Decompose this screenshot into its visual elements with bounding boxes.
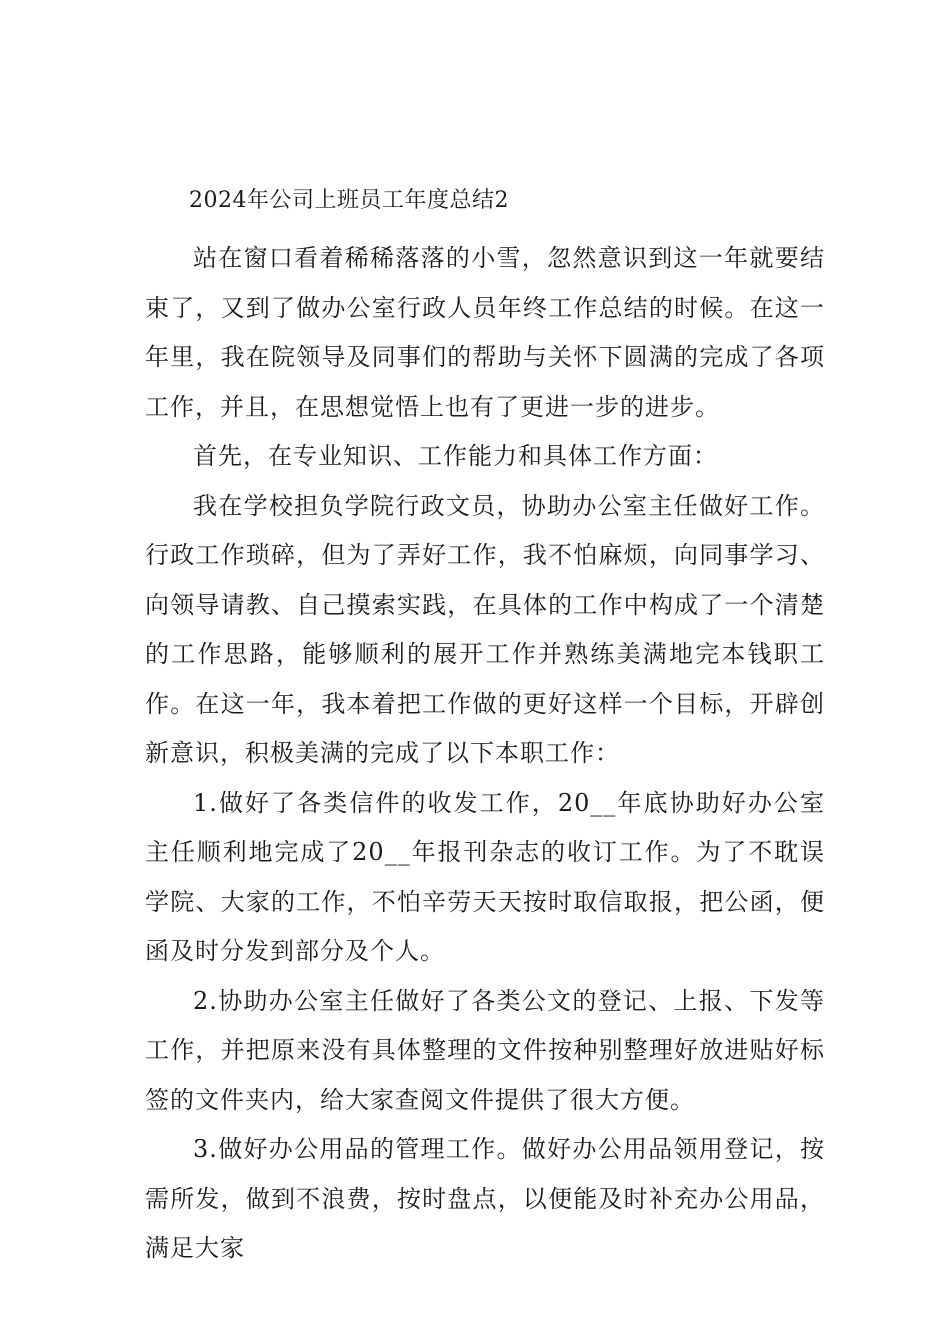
document-title: 2024年公司上班员工年度总结2: [189, 188, 509, 213]
document-body: [145, 183, 825, 1274]
paragraph-role-description: 我在学校担负学院行政文员，协助办公室主任做好工作。行政工作琐碎，但为了弄好工作，我不怕麻烦，向同事学习、向领导请教、自己摸索实践，在具体的工作中构成了一个清楚的工作思路，能够顺利的展开工作并熟练美满地完本钱职工作。在这一年，我本着把工作做的更好这样一个目标，开辟创新意识，积极美满的完成了以下本职工作：: [145, 491, 825, 767]
paragraph-intro: 站在窗口看着稀稀落落的小雪，忽然意识到这一年就要结束了，又到了做办公室行政人员年终工作总结的时候。在这一年里，我在院领导及同事们的帮助与关怀下圆满的完成了各项工作，并且，在思想觉悟上也有了更进一步的进步。: [145, 244, 825, 421]
paragraph-item-2: 2.协助办公室主任做好了各类公文的登记、上报、下发等工作，并把原来没有具体整理的文件按种别整理好放进贴好标签的文件夹内，给大家查阅文件提供了很大方便。: [145, 986, 825, 1114]
paragraph-item-3: 3.做好办公用品的管理工作。做好办公用品领用登记，按需所发，做到不浪费，按时盘点，以便能及时补充办公用品，满足大家: [145, 1135, 825, 1262]
paragraph-first-heading: 首先，在专业知识、工作能力和具体工作方面：: [193, 442, 718, 470]
paragraph-item-1: 1.做好了各类信件的收发工作，20__年底协助好办公室主任顺利地完成了20__年报刊杂志的收订工作。为了不耽误学院、大家的工作，不怕辛劳天天按时取信取报，把公函，便函及时分发到部分及个人。: [145, 788, 825, 965]
